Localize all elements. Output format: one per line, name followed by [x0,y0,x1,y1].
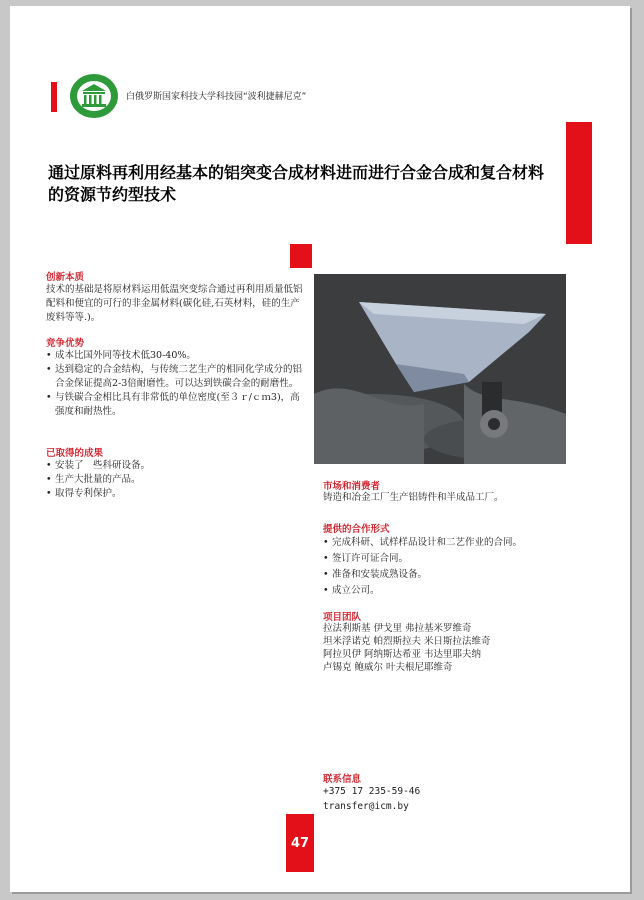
innovation-heading: 创新本质 [46,272,85,283]
cooperation-list [323,535,568,599]
list-item: • 与铁碳合金相比具有非常低的单位密度(至３ｒ/ｃｍ3)，高强度和耐热性。 [46,391,304,419]
team-list [323,622,568,674]
list-item: • 生产大批量的产品。 [46,473,304,487]
document-title: 通过原料再利用经基本的铝突变合成材料进而进行合金合成和复合材料的资源节约型技术 [48,163,545,204]
innovation-text: 技术的基础是将原材料运用低温突变综合通过再利用质量低铝配料和便宜的可行的非金属材料(碳化硅,石英材料，硅的生产废料等等.)。 [46,284,303,323]
market-heading: 市场和消费者 [323,481,381,492]
list-item: • 安装了 些科研设备。 [46,459,304,473]
team-member: 坦米浮诺克 帕烈斯拉夫 米日斯拉法维奇 [323,636,491,647]
organization-name: 白俄罗斯国家科技大学科技园“波利捷赫尼克” [126,92,307,102]
list-item: • 取得专利保护。 [46,487,304,501]
logo-accent-bar [51,82,57,112]
list-item: • 成本比国外同等技术低30-40%。 [46,349,304,363]
contact-phone: +375 17 235-59-46 [323,786,421,797]
list-item: • 签订许可证合同。 [323,551,568,567]
team-member: 拉法利斯基 伊戈里 弗拉基米罗维奇 [323,623,472,634]
advantages-heading: 竞争优势 [46,338,85,349]
results-list [46,459,304,501]
team-member: 卢锡克 鲍威尔 叶夫根尼耶维奇 [323,662,453,673]
list-item: • 准备和安装成熟设备。 [323,567,568,583]
product-photo [314,274,566,464]
market-text: 铸造和冶金工厂生产铝铸件和半成品工厂。 [323,492,504,503]
list-item: • 成立公司。 [323,583,568,599]
results-heading: 已取得的成果 [46,448,104,459]
team-member: 阿拉贝伊 阿纳斯达希亚 韦达里耶夫纳 [323,649,482,660]
page-number: 47 [286,814,314,872]
contact-heading: 联系信息 [323,774,362,785]
list-item: • 完成科研、试样样品设计和二艺作业的合同。 [323,535,568,551]
cooperation-heading: 提供的合作形式 [323,524,390,535]
right-accent-bar [566,122,592,244]
advantages-list [46,349,304,419]
contact-email[interactable]: transfer@icm.by [323,801,409,812]
list-item: • 达到稳定的合金结构，与传统二艺生产的相同化学成分的铝合金保证提高2-3倍耐磨性。可以达到铁碳合金的耐磨性。 [46,363,304,391]
university-building-logo-icon [70,74,118,118]
team-heading: 项目团队 [323,612,362,623]
accent-square [290,244,312,268]
